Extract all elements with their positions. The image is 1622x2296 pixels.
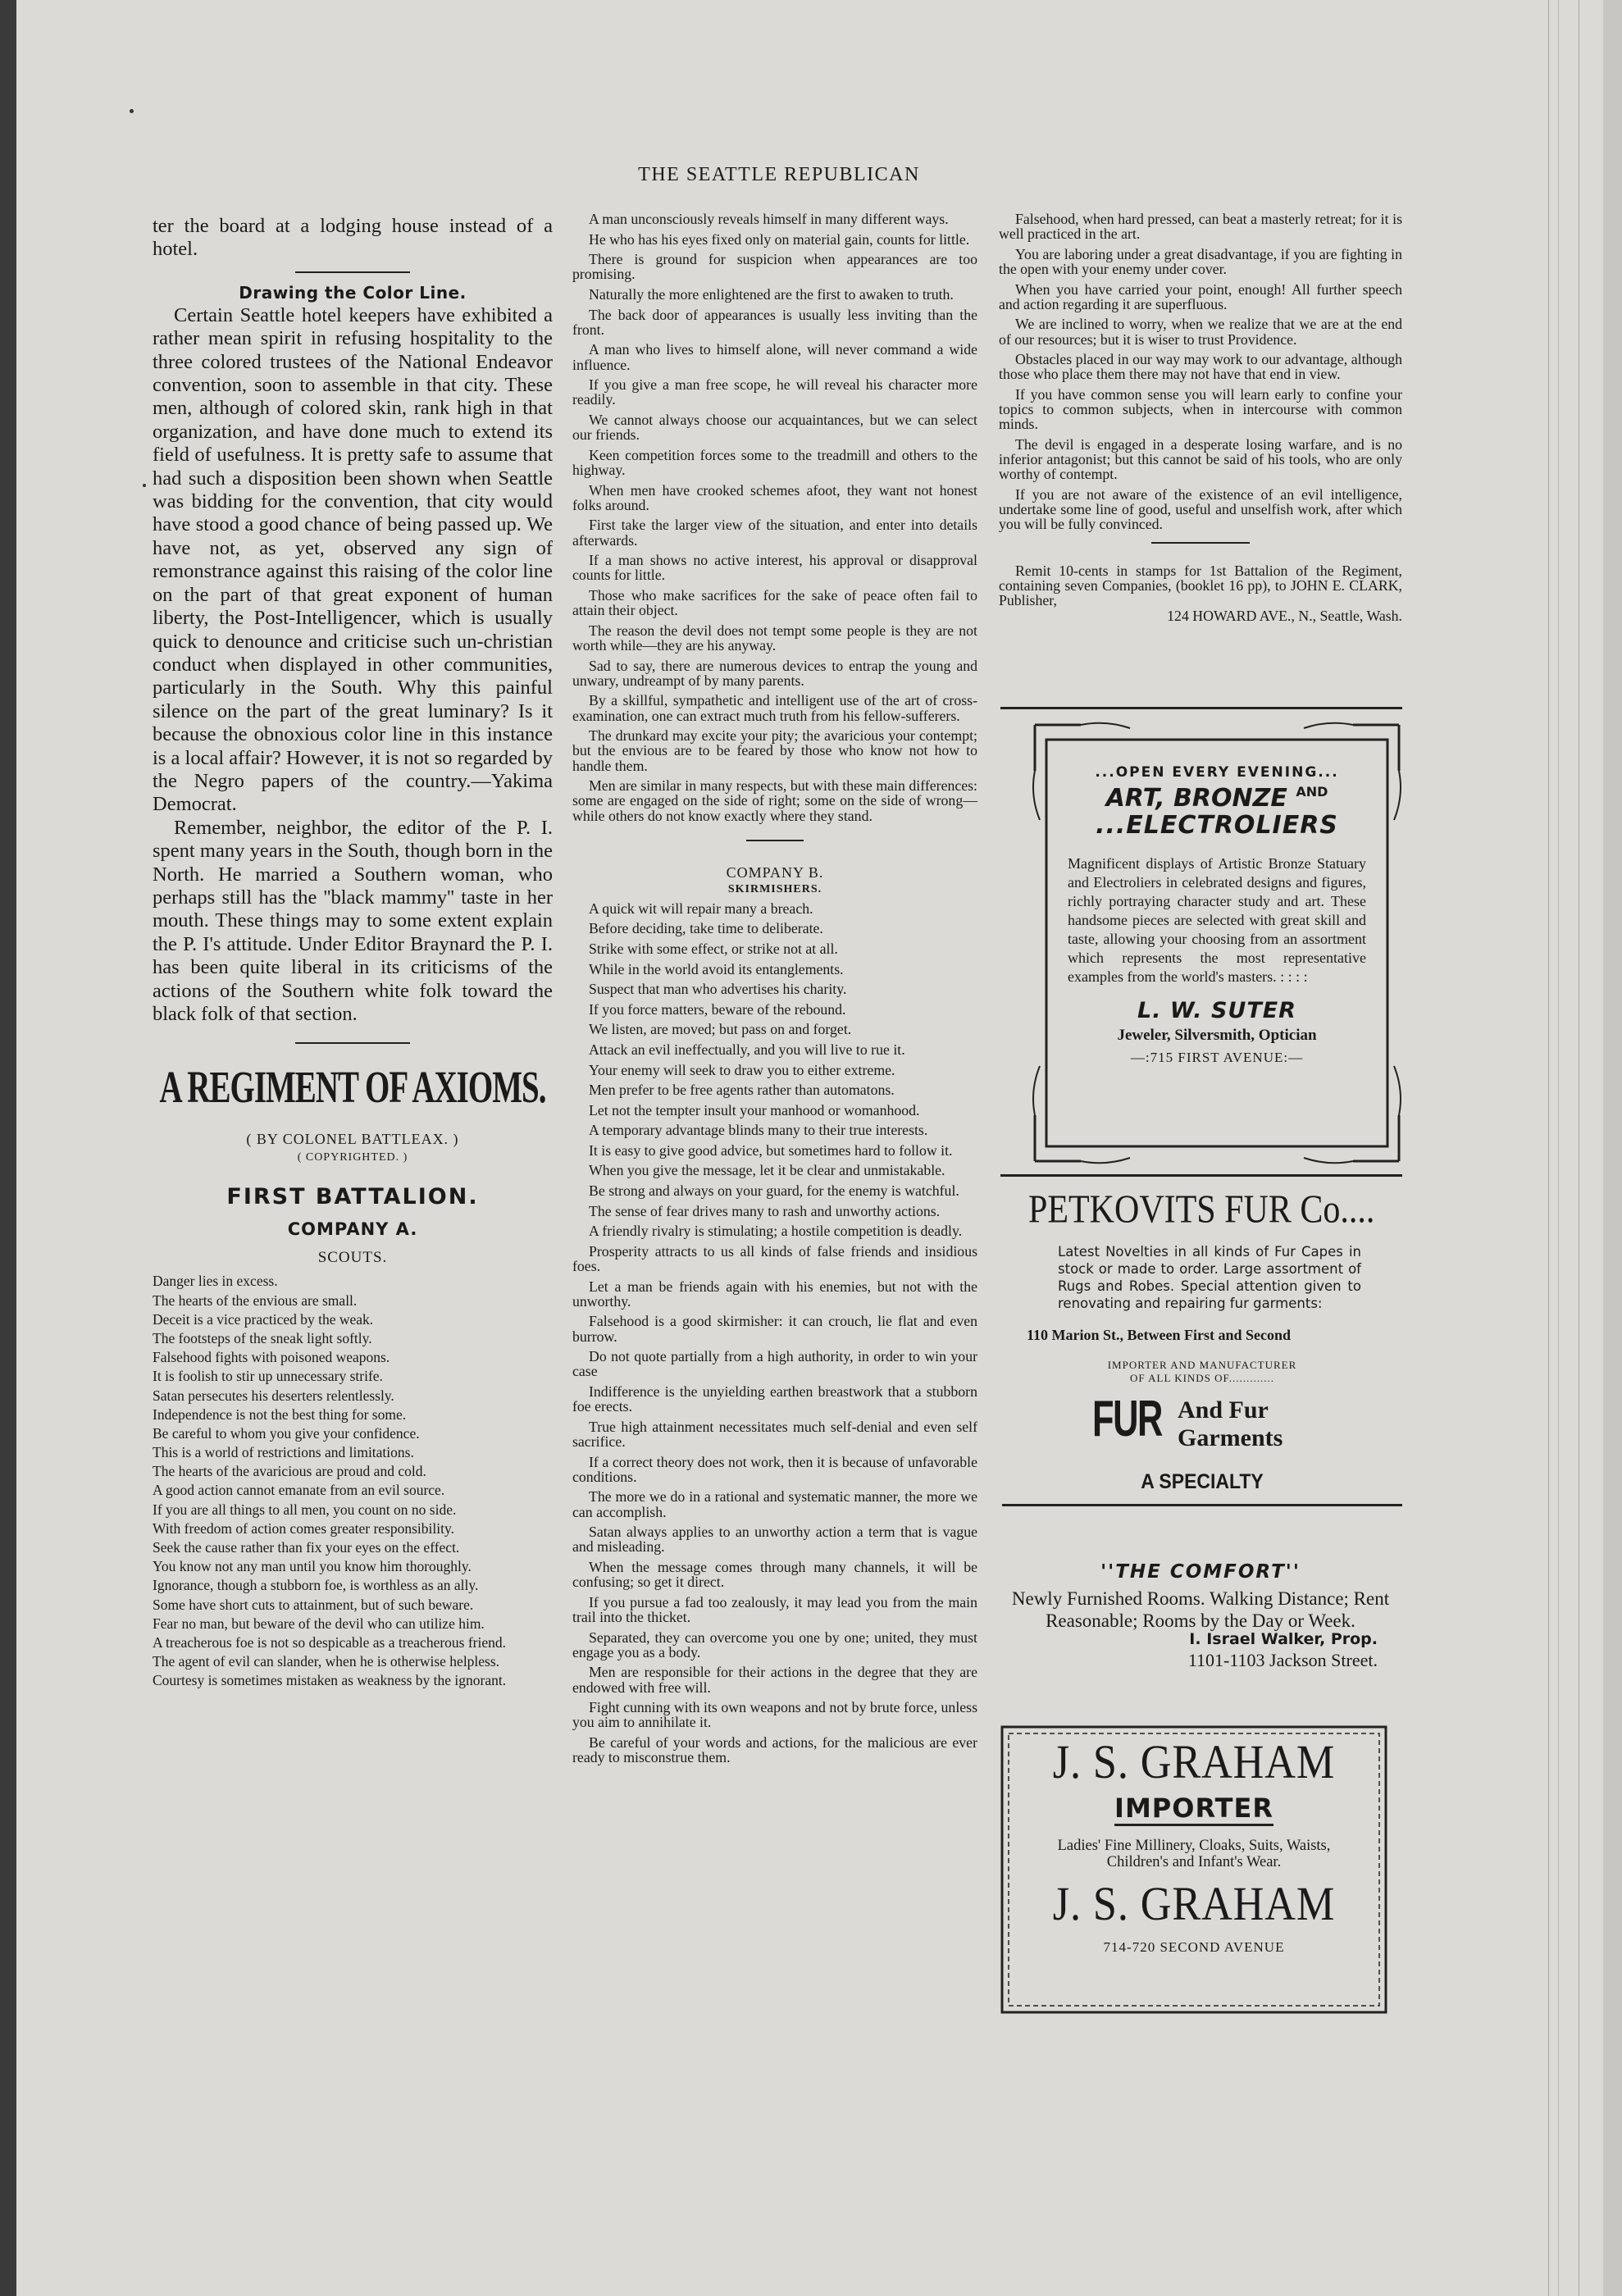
axiom-item: Fear no man, but beware of the devil who can utilize him.	[153, 1615, 485, 1632]
axiom-item: The reason the devil does not tempt some people is they are not worth while—they are his anyway.	[572, 622, 977, 654]
axiom-item: Do not quote partially from a high authority, in order to win your case	[572, 1348, 977, 1380]
axiom-item: Satan persecutes his deserters relentlessly.	[153, 1387, 394, 1404]
axiom-item: If you force matters, beware of the rebound.	[589, 1000, 846, 1018]
axiom-item: A good action cannot emanate from an evil source.	[153, 1482, 445, 1499]
binding-gutter	[0, 0, 16, 2296]
axiom-item: Men prefer to be free agents rather than automatons.	[589, 1082, 895, 1099]
page-edge-line	[1558, 0, 1559, 2296]
axiom-item: The agent of evil can slander, when he is otherwise helpless.	[153, 1653, 500, 1670]
axiom-item: Independence is not the best thing for some.	[153, 1405, 407, 1423]
axiom-item: We cannot always choose our acquaintances, but we can select our friends.	[572, 411, 977, 444]
ad-business-name: PETKOVITS FUR Co....	[1028, 1188, 1375, 1232]
axiom-item: This is a world of restrictions and limitations.	[153, 1444, 414, 1461]
ad-tagline: ...OPEN EVERY EVENING...	[1095, 764, 1339, 781]
divider	[1002, 1504, 1402, 1506]
axiom-item: The hearts of the envious are small.	[153, 1292, 358, 1309]
section-title: A REGIMENT OF AXIOMS.	[159, 1063, 546, 1113]
axiom-item: The back door of appearances is usually less inviting than the front.	[572, 306, 977, 338]
axiom-item: A man who lives to himself alone, will never command a wide influence.	[572, 341, 977, 373]
ink-speck	[130, 109, 134, 113]
axiom-list	[999, 212, 1402, 532]
ad-address: 714-720 SECOND AVENUE	[1103, 1939, 1285, 1955]
ad-comfort	[999, 1561, 1402, 1692]
ad-graham	[999, 1724, 1389, 2016]
remittance-address: 124 HOWARD AVE., N., Seattle, Wash.	[1167, 607, 1402, 624]
axiom-item: Obstacles placed in our way may work to our advantage, although those who place them there may not have that end in view.	[999, 351, 1402, 383]
axiom-item: Some have short cuts to attainment, but of such beware.	[153, 1596, 474, 1613]
ad-fur-sub: Garments	[1178, 1424, 1283, 1451]
ad-petkovits	[1002, 1187, 1402, 1548]
ad-importer: IMPORTER	[1114, 1793, 1273, 1826]
divider	[295, 1042, 410, 1044]
ad-suter	[1032, 722, 1402, 1164]
ad-heading: ''THE COMFORT''	[1100, 1561, 1301, 1583]
ad-heading: ...ELECTROLIERS	[1096, 811, 1338, 840]
axiom-item: The devil is engaged in a desperate losing warfare, and is no inferior antagonist; but this cannot be said of his tools, who are only worthy of contempt.	[999, 435, 1402, 483]
axiom-item: Men are responsible for their actions in the degree that they are endowed with free will.	[572, 1664, 977, 1696]
axiom-item: A treacherous foe is not so despicable as a treacherous friend.	[153, 1633, 507, 1651]
ad-specialty: A SPECIALTY	[1141, 1469, 1264, 1493]
axiom-item: Be careful of your words and actions, for the malicious are ever ready to misconstrue them.	[572, 1734, 977, 1766]
axiom-item: Separated, they can overcome you one by one; united, they must engage you as a body.	[572, 1629, 977, 1660]
axiom-item: Falsehood is a good skirmisher: it can crouch, lie flat and even burrow.	[572, 1313, 977, 1345]
page-edge-line	[1548, 0, 1549, 2296]
axiom-item: Deceit is a vice practiced by the weak.	[153, 1310, 374, 1328]
axiom-item: First take the larger view of the situation, and enter into details afterwards.	[572, 517, 977, 549]
ad-body: Ladies' Fine Millinery, Cloaks, Suits, Waists, Children's and Infant's Wear.	[1057, 1838, 1331, 1870]
ad-business-name: J. S. GRAHAM	[1052, 1877, 1336, 1930]
axiom-item: The hearts of the avaricious are proud and cold.	[153, 1463, 426, 1480]
company-heading: COMPANY B.	[726, 863, 824, 881]
ad-body: Magnificent displays of Artistic Bronze Statuary and Electroliers in celebrated designs and figures, richly portraying character study and art. These handsome pieces are selected with great skill and taste, allowing your choosing from an assortment which represents the most representative examples from the world's masters. : : : :	[1068, 855, 1366, 985]
axiom-item: There is ground for suspicion when appearances are too promising.	[572, 251, 977, 283]
axiom-item: You are laboring under a great disadvantage, if you are fighting in the open with your enemy under cover.	[999, 245, 1402, 277]
divider	[1000, 1174, 1402, 1177]
column-1	[153, 215, 553, 1692]
subheading: SCOUTS.	[317, 1249, 388, 1267]
article-body	[153, 304, 553, 1027]
battalion-heading: FIRST BATTALION.	[226, 1184, 479, 1210]
company-heading: COMPANY A.	[287, 1219, 418, 1240]
axiom-item: Fight cunning with its own weapons and not by brute force, unless you aim to annihilate it.	[572, 1699, 977, 1731]
axiom-item: Indifference is the unyielding earthen breastwork that a stubborn foe erects.	[572, 1383, 977, 1415]
axiom-item: Let a man be friends again with his enemies, but not with the unworthy.	[572, 1278, 977, 1310]
remittance-notice: Remit 10-cents in stamps for 1st Battalion of the Regiment, containing seven Companies, (booklet 16 pp), to JOHN E. CLARK, Publisher,	[999, 562, 1402, 608]
axiom-item: True high attainment necessitates much self-denial and even self sacrifice.	[572, 1418, 977, 1451]
ad-trade: Jeweler, Silversmith, Optician	[1117, 1027, 1317, 1044]
axiom-item: We listen, are moved; but pass on and forget.	[589, 1021, 852, 1038]
axiom-item: Prosperity attracts to us all kinds of false friends and insidious foes.	[572, 1242, 977, 1275]
axiom-item: He who has his eyes fixed only on material gain, counts for little.	[589, 230, 970, 248]
axiom-item: Those who make sacrifices for the sake of peace often fail to attain their object.	[572, 586, 977, 619]
ad-address: —:715 FIRST AVENUE:—	[1130, 1050, 1304, 1065]
axiom-item: If a correct theory does not work, then it is because of unfavorable conditions.	[572, 1453, 977, 1485]
axiom-item: If you are not aware of the existence of an evil intelligence, undertake some line of good, useful and unselfish work, after which you will be fully convinced.	[999, 485, 1402, 533]
byline: ( BY COLONEL BATTLEAX. )	[246, 1131, 459, 1148]
axiom-item: Be careful to whom you give your confidence.	[153, 1424, 420, 1442]
axiom-item: With freedom of action comes greater responsibility.	[153, 1519, 454, 1537]
axiom-item: Keen competition forces some to the treadmill and others to the highway.	[572, 446, 977, 478]
axiom-item: A man unconsciously reveals himself in many different ways.	[589, 211, 949, 227]
axiom-item: Satan always applies to an unworthy action a term that is vague and misleading.	[572, 1524, 977, 1556]
axiom-item: Courtesy is sometimes mistaken as weakness by the ignorant.	[153, 1672, 507, 1689]
axiom-item: The more we do in a rational and systematic manner, the more we can accomplish.	[572, 1488, 977, 1520]
axiom-item: The sense of fear drives many to rash and unworthy actions.	[589, 1202, 941, 1219]
paragraph: Remember, neighbor, the editor of the P. I. spent many years in the South, though born in the North. He married a Southern woman, who perhaps still has the ''black mammy'' taste in her mouth. These things may to some extent explain the P. I's attitude. Under Editor Braynard the P. I. has been quite liberal in its criticisms of the actions of the Southern white folk toward the black folk of that section.	[153, 816, 553, 1025]
axiom-list	[572, 212, 977, 823]
axiom-item: If a man shows no active interest, his approval or disapproval counts for little.	[572, 552, 977, 584]
divider	[1151, 542, 1250, 544]
axiom-item: A quick wit will repair many a breach.	[589, 900, 813, 917]
axiom-item: Falsehood fights with poisoned weapons.	[153, 1349, 390, 1366]
axiom-item: Before deciding, take time to deliberate.	[589, 920, 823, 937]
ad-heading: ART, BRONZE	[1105, 784, 1287, 813]
axiom-item: We are inclined to worry, when we realize that we are at the end of our resources; but it is wiser to trust Providence.	[999, 316, 1402, 348]
axiom-item: Ignorance, though a stubborn foe, is worthless as an ally.	[153, 1577, 479, 1594]
axiom-item: Seek the cause rather than fix your eyes on the effect.	[153, 1539, 460, 1556]
axiom-item: While in the world avoid its entanglements.	[589, 960, 844, 977]
axiom-item: Men are similar in many respects, but with these main differences: some are engaged on the side of right; some on the side of wrong—while others do not know exactly where they stand.	[572, 777, 977, 824]
axiom-item: When you give the message, let it be clear and unmistakable.	[589, 1162, 945, 1179]
ink-speck	[143, 484, 146, 487]
masthead: THE SEATTLE REPUBLICAN	[638, 164, 920, 185]
axiom-item: Attack an evil ineffectually, and you will live to rue it.	[589, 1041, 905, 1058]
ad-subline: IMPORTER AND MANUFACTURER	[1107, 1359, 1297, 1371]
divider	[746, 840, 804, 841]
axiom-item: If you give a man free scope, he will reveal his character more readily.	[572, 376, 977, 408]
axiom-item: You know not any man until you know him thoroughly.	[153, 1558, 472, 1575]
axiom-item: Danger lies in excess.	[153, 1273, 278, 1290]
axiom-list	[572, 901, 977, 1765]
axiom-item: A friendly rivalry is stimulating; a hostile competition is deadly.	[589, 1223, 963, 1240]
axiom-item: The drunkard may excite your pity; the avaricious your contempt; but the envious are to be feared by those who know not how to handle them.	[572, 727, 977, 774]
ad-body: Newly Furnished Rooms. Walking Distance; Rent Reasonable; Rooms by the Day or Week.	[1011, 1588, 1390, 1631]
axiom-item: When the message comes through many channels, it will be confusing; so get it direct.	[572, 1559, 977, 1591]
ad-body: Latest Novelties in all kinds of Fur Capes in stock or made to order. Large assortment of Rugs and Robes. Special attention given to renovating and repairing fur garments:	[1058, 1244, 1361, 1311]
ad-business-name: J. S. GRAHAM	[1052, 1735, 1336, 1788]
ad-fur-heading: FUR	[1092, 1391, 1162, 1447]
axiom-item: It is easy to give good advice, but sometimes hard to follow it.	[589, 1141, 953, 1159]
axiom-item: Your enemy will seek to draw you to either extreme.	[589, 1061, 895, 1078]
ad-heading-and: AND	[1296, 784, 1328, 800]
paragraph: Certain Seattle hotel keepers have exhibited a rather mean spirit in refusing hospitality to the three colored trustees of the National Endeavor convention, soon to assemble in that city. These men, although of colored skin, rank high in that organization, and have done much to extend its field of usefulness. It is pretty safe to assume that had such a disposition been shown when Seattle was bidding for the convention, that city would have stood a good chance of being passed up. We have not, as yet, observed any sign of remonstrance against this raising of the color line on the part of that great exponent of human liberty, the Post-Intelligencer, which is usually quick to denounce and criticise such un-christian conduct when displayed in other communities, particularly in the South. Why this painful silence on the part of the great luminary? Is it because the obnoxious color line in this instance is a local affair? However, it is not so regarded by the Negro papers of the country.—Yakima Democrat.	[153, 303, 553, 816]
axiom-item: Strike with some effect, or strike not at all.	[589, 940, 838, 957]
column-3	[999, 212, 1402, 628]
axiom-item: When you have carried your point, enough! All further speech and action regarding it are superfluous.	[999, 280, 1402, 312]
copyright-note: ( COPYRIGHTED. )	[297, 1151, 408, 1164]
axiom-item: Naturally the more enlightened are the first to awaken to truth.	[589, 285, 954, 303]
axiom-item: Let not the tempter insult your manhood or womanhood.	[589, 1101, 920, 1118]
ad-proprietor: I. Israel Walker, Prop.	[1189, 1630, 1378, 1648]
divider	[1000, 707, 1402, 709]
axiom-item: If you are all things to all men, you count on no side.	[153, 1501, 457, 1518]
subheading: SKIRMISHERS.	[727, 882, 822, 895]
axiom-item: Sad to say, there are numerous devices to entrap the young and unwary, undreampt of by many parents.	[572, 657, 977, 689]
ad-business-name: L. W. SUTER	[1137, 998, 1296, 1023]
axiom-item: A temporary advantage blinds many to their true interests.	[589, 1122, 928, 1139]
axiom-item: Suspect that man who advertises his charity.	[589, 981, 847, 998]
axiom-list	[153, 1273, 553, 1689]
axiom-item: By a skillful, sympathetic and intelligent use of the art of cross-examination, one can extract much truth from his fellow-sufferers.	[572, 692, 977, 724]
article-title: Drawing the Color Line.	[239, 282, 467, 303]
axiom-item: Be strong and always on your guard, for the enemy is watchful.	[589, 1182, 959, 1200]
ad-fur-sub: And Fur	[1178, 1396, 1269, 1424]
divider	[295, 271, 410, 273]
column-2	[572, 212, 977, 1770]
axiom-item: The footsteps of the sneak light softly.	[153, 1329, 372, 1346]
continued-text: ter the board at a lodging house instead of a hotel.	[153, 215, 553, 261]
axiom-item: If you have common sense you will learn early to confine your topics to common subjects, when in intercourse with common minds.	[999, 385, 1402, 433]
axiom-item: When men have crooked schemes afoot, they want not honest folks around.	[572, 481, 977, 513]
axiom-item: It is foolish to stir up unnecessary strife.	[153, 1368, 383, 1385]
ad-subline: OF ALL KINDS OF.............	[1130, 1372, 1274, 1384]
axiom-item: Falsehood, when hard pressed, can beat a masterly retreat; for it is well practiced in the art.	[999, 211, 1402, 243]
axiom-item: If you pursue a fad too zealously, it may lead you from the main trail into the thicket.	[572, 1593, 977, 1626]
ad-address: 1101-1103 Jackson Street.	[1187, 1650, 1378, 1670]
ad-address: 110 Marion St., Between First and Second	[1027, 1327, 1291, 1343]
